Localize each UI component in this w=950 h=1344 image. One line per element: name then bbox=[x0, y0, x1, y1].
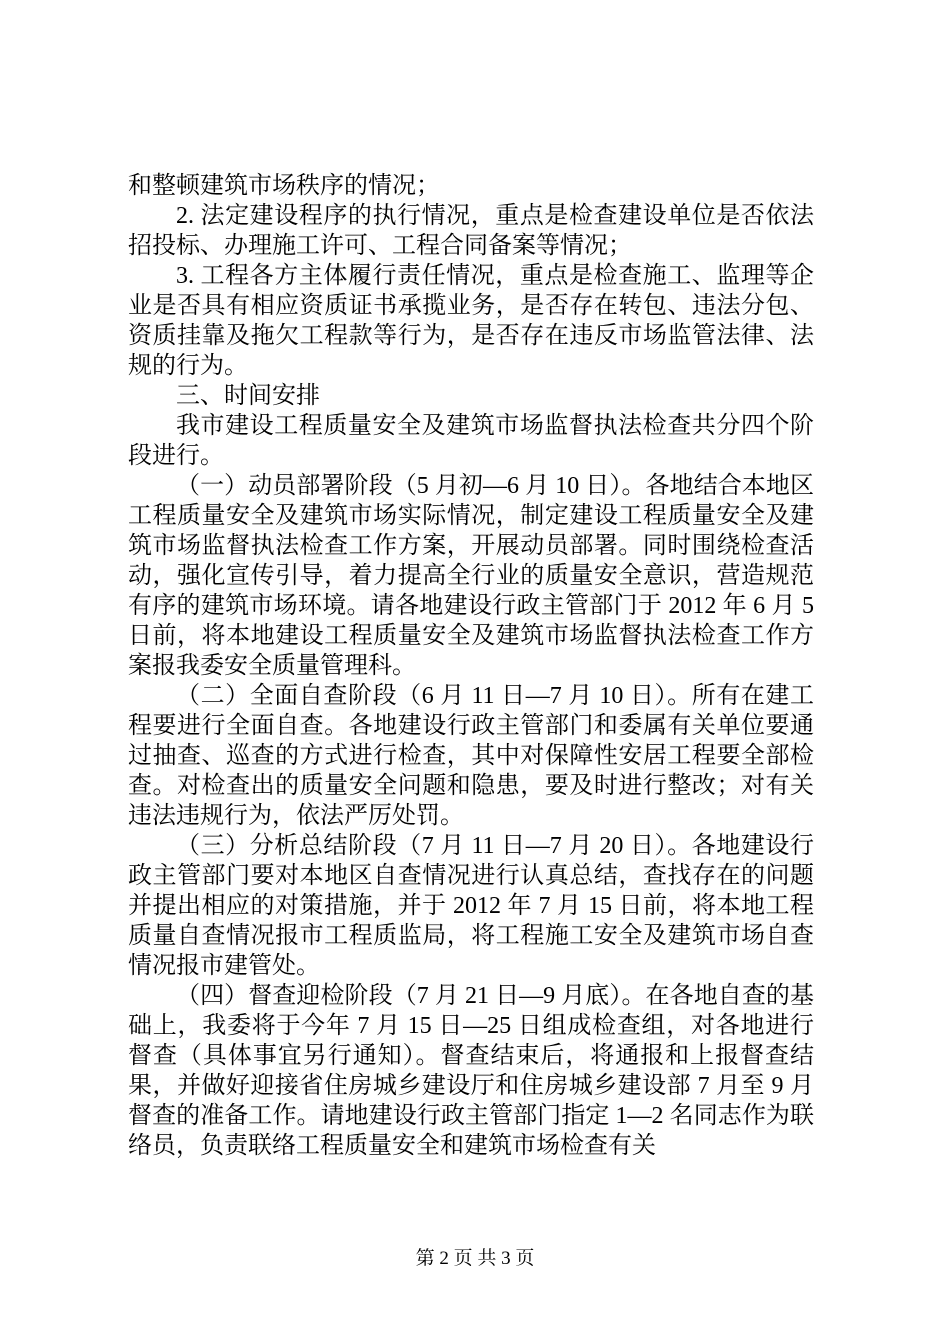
paragraph: 三、时间安排 bbox=[176, 383, 320, 409]
page-footer bbox=[0, 1247, 950, 1271]
paragraph: （三）分析总结阶段（7 月 11 日—7 月 20 日）。各地建设行政主管部门要对本地区自查情况进行认真总结，查找存在的问题并提出相应的对策措施，并于 2012 年 7 月 15 日前，将本地工程质量自查情况报市工程质监局，将工程施工安全及建筑市场自查情况报市建管处。 bbox=[128, 833, 814, 979]
paragraph: 我市建设工程质量安全及建筑市场监督执法检查共分四个阶段进行。 bbox=[128, 413, 814, 469]
paragraph: （一）动员部署阶段（5 月初—6 月 10 日）。各地结合本地区工程质量安全及建筑市场实际情况，制定建设工程质量安全及建筑市场监督执法检查工作方案，开展动员部署。同时围绕检查活动，强化宣传引导，着力提高全行业的质量安全意识，营造规范有序的建筑市场环境。请各地建设行政主管部门于 2012 年 6 月 5 日前，将本地建设工程质量安全及建筑市场监督执法检查工作方案报我委安全质量管理科。 bbox=[128, 473, 814, 679]
paragraph: （四）督查迎检阶段（7 月 21 日—9 月底）。在各地自查的基础上，我委将于今年 7 月 15 日—25 日组成检查组，对各地进行督查（具体事宜另行通知）。督查结束后，将通报和上报督查结果，并做好迎接省住房城乡建设厅和住房城乡建设部 7 月至 9 月督查的准备工作。请地建设行政主管部门指定 1—2 名同志作为联络员，负责联络工程质量安全和建筑市场检查有关 bbox=[128, 983, 814, 1159]
document-body bbox=[128, 171, 814, 1161]
paragraph: （二）全面自查阶段（6 月 11 日—7 月 10 日）。所有在建工程要进行全面自查。各地建设行政主管部门和委属有关单位要通过抽查、巡查的方式进行检查，其中对保障性安居工程要全部检查。对检查出的质量安全问题和隐患，要及时进行整改；对有关违法违规行为，依法严厉处罚。 bbox=[128, 683, 814, 829]
paragraph: 3. 工程各方主体履行责任情况，重点是检查施工、监理等企业是否具有相应资质证书承揽业务，是否存在转包、违法分包、资质挂靠及拖欠工程款等行为，是否存在违反市场监管法律、法规的行为。 bbox=[128, 263, 814, 379]
page-number: 第 2 页 共 3 页 bbox=[415, 1248, 535, 1269]
paragraph: 2. 法定建设程序的执行情况，重点是检查建设单位是否依法招投标、办理施工许可、工程合同备案等情况； bbox=[128, 203, 814, 259]
paragraph: 和整顿建筑市场秩序的情况； bbox=[128, 173, 440, 199]
